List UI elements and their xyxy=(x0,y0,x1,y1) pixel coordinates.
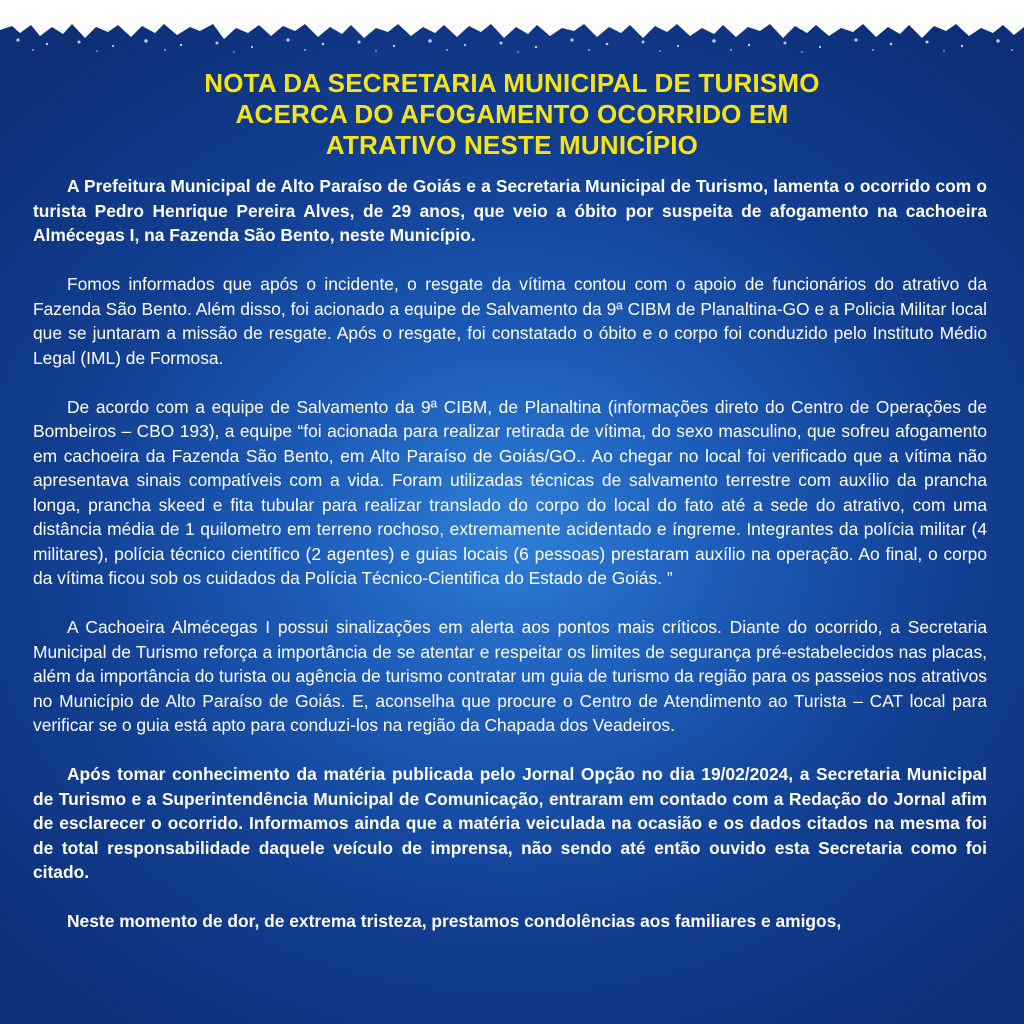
title-line-2: ACERCA DO AFOGAMENTO OCORRIDO EM xyxy=(235,99,789,129)
paragraph-condolences: Neste momento de dor, de extrema tristeza, prestamos condolências aos familiares e amigos, xyxy=(67,911,842,931)
note-body xyxy=(33,174,987,958)
paragraph-safety-advice: A Cachoeira Almécegas I possui sinalizações em alerta aos pontos mais críticos. Diante do ocorrido, a Secretaria Municipal de Turismo reforça a importância de se atentar e respeitar os limites de segurança pré-estabelecidos nas placas, além da importância do turista ou agência de turismo contratar um guia de turismo da região para os passeios nos atrativos no Município de Alto Paraíso de Goiás. E, aconselha que procure o Centro de Atendimento ao Turista – CAT local para verificar se o guia está apto para conduzi-los na região da Chapada dos Veadeiros. xyxy=(33,617,987,735)
title-line-3: ATRATIVO NESTE MUNICÍPIO xyxy=(325,130,699,160)
paragraph-press-clarification: Após tomar conhecimento da matéria publicada pelo Jornal Opção no dia 19/02/2024, a Secretaria Municipal de Turismo e a Superintendência Municipal de Comunicação, entraram em contado com a Redação do Jornal afim de esclarecer o ocorrido. Informamos ainda que a matéria veiculada na ocasião e os dados citados na mesma foi de total responsabilidade daquele veículo de imprensa, não sendo até então ouvido esta Secretaria como foi citado. xyxy=(33,764,987,882)
title-line-1: NOTA DA SECRETARIA MUNICIPAL DE TURISMO xyxy=(204,68,820,98)
paragraph-firefighters-report: De acordo com a equipe de Salvamento da 9ª CIBM, de Planaltina (informações direto do Centro de Operações de Bombeiros – CBO 193), a equipe “foi acionada para realizar retirada de vítima, do sexo masculino, que sofreu afogamento em cachoeira da Fazenda São Bento, em Alto Paraíso de Goiás/GO.. Ao chegar no local foi verificado que a vítima não apresentava sinais compatíveis com a vida. Foram utilizadas técnicas de salvamento terrestre com auxílio da prancha longa, prancha skeed e fita tubular para realizar translado do corpo do local do fato até a sede do atrativo, com uma distância média de 1 quilometro em terreno rochoso, extremamente acidentado e íngreme. Integrantes da polícia militar (4 militares), polícia técnico científico (2 agentes) e guias locais (6 pessoas) prestaram auxílio na operação. Ao final, o corpo da vítima ficou sob os cuidados da Polícia Técnico-Cientifica do Estado de Goiás. ” xyxy=(33,396,987,588)
paragraph-intro: A Prefeitura Municipal de Alto Paraíso de Goiás e a Secretaria Municipal de Turismo, lamenta o ocorrido com o turista Pedro Henrique Pereira Alves, de 29 anos, que veio a óbito por suspeita de afogamento na cachoeira Almécegas I, na Fazenda São Bento, neste Município. xyxy=(33,176,987,245)
paragraph-rescue: Fomos informados que após o incidente, o resgate da vítima contou com o apoio de funcionários do atrativo da Fazenda São Bento. Além disso, foi acionado a equipe de Salvamento da 9ª CIBM de Planaltina-GO e a Policia Militar local que se juntaram a missão de resgate. Após o resgate, foi constatado o óbito e o corpo foi conduzido pelo Instituto Médio Legal (IML) de Formosa. xyxy=(33,274,987,368)
top-texture-band xyxy=(0,0,1024,58)
page-title xyxy=(0,68,1024,161)
